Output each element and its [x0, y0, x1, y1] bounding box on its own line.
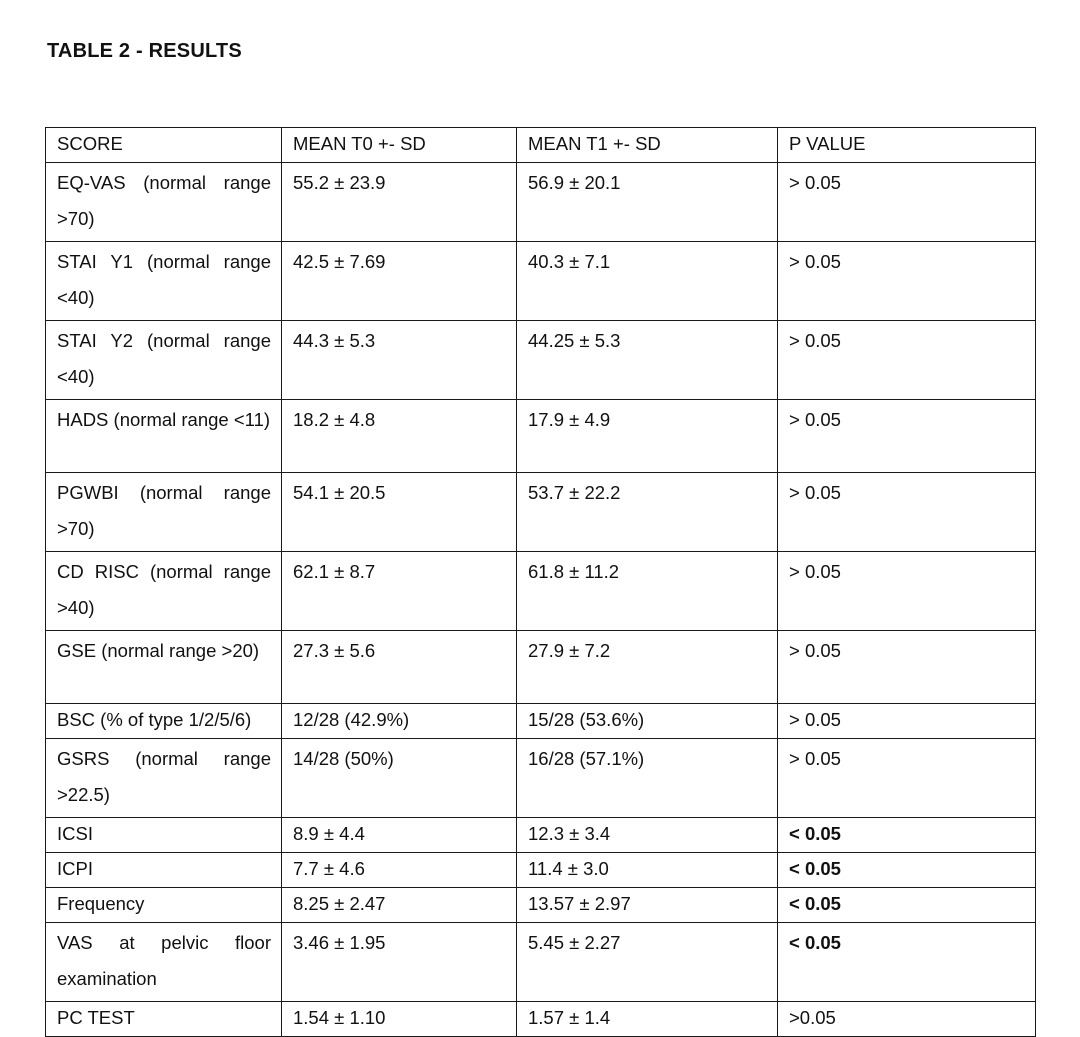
- score-cell: Frequency: [46, 888, 282, 923]
- table-row: [46, 739, 1036, 818]
- p-value-cell-significant: < 0.05: [778, 853, 1036, 888]
- table-row: [46, 704, 1036, 739]
- mean-t1-cell: 1.57 ± 1.4: [517, 1002, 778, 1037]
- mean-t0-cell: 12/28 (42.9%): [282, 704, 517, 739]
- table-header-row: [46, 128, 1036, 163]
- score-cell: GSRS (normal range >22.5): [46, 739, 282, 818]
- mean-t0-cell: 8.25 ± 2.47: [282, 888, 517, 923]
- table-row: [46, 163, 1036, 242]
- table-row: [46, 631, 1036, 704]
- score-cell: PC TEST: [46, 1002, 282, 1037]
- table-row: [46, 473, 1036, 552]
- mean-t1-cell: 12.3 ± 3.4: [517, 818, 778, 853]
- mean-t1-cell: 17.9 ± 4.9: [517, 400, 778, 473]
- mean-t0-cell: 1.54 ± 1.10: [282, 1002, 517, 1037]
- column-header-mean-t0: MEAN T0 +- SD: [282, 128, 517, 163]
- p-value-cell: > 0.05: [778, 473, 1036, 552]
- mean-t0-cell: 27.3 ± 5.6: [282, 631, 517, 704]
- p-value-cell-significant: < 0.05: [778, 818, 1036, 853]
- mean-t1-cell: 11.4 ± 3.0: [517, 853, 778, 888]
- mean-t1-cell: 53.7 ± 22.2: [517, 473, 778, 552]
- table-title: TABLE 2 - RESULTS: [47, 40, 242, 62]
- mean-t1-cell: 61.8 ± 11.2: [517, 552, 778, 631]
- mean-t1-cell: 40.3 ± 7.1: [517, 242, 778, 321]
- p-value-cell: >0.05: [778, 1002, 1036, 1037]
- p-value-cell: > 0.05: [778, 400, 1036, 473]
- mean-t1-cell: 56.9 ± 20.1: [517, 163, 778, 242]
- table-row: [46, 923, 1036, 1002]
- score-cell: ICPI: [46, 853, 282, 888]
- p-value-cell: > 0.05: [778, 704, 1036, 739]
- mean-t0-cell: 14/28 (50%): [282, 739, 517, 818]
- mean-t0-cell: 8.9 ± 4.4: [282, 818, 517, 853]
- score-cell: CD RISC (normal range >40): [46, 552, 282, 631]
- table-row: [46, 321, 1036, 400]
- mean-t1-cell: 13.57 ± 2.97: [517, 888, 778, 923]
- table-row: [46, 853, 1036, 888]
- mean-t1-cell: 27.9 ± 7.2: [517, 631, 778, 704]
- p-value-cell: > 0.05: [778, 739, 1036, 818]
- table-row: [46, 552, 1036, 631]
- score-cell: STAI Y1 (normal range <40): [46, 242, 282, 321]
- p-value-cell: > 0.05: [778, 552, 1036, 631]
- score-cell: ICSI: [46, 818, 282, 853]
- table-row: [46, 818, 1036, 853]
- table-row: [46, 888, 1036, 923]
- score-cell: VAS at pelvic floor examination: [46, 923, 282, 1002]
- mean-t1-cell: 15/28 (53.6%): [517, 704, 778, 739]
- mean-t1-cell: 5.45 ± 2.27: [517, 923, 778, 1002]
- mean-t0-cell: 54.1 ± 20.5: [282, 473, 517, 552]
- p-value-cell-significant: < 0.05: [778, 888, 1036, 923]
- p-value-cell: > 0.05: [778, 321, 1036, 400]
- score-cell: STAI Y2 (normal range <40): [46, 321, 282, 400]
- p-value-cell: > 0.05: [778, 163, 1036, 242]
- score-cell: BSC (% of type 1/2/5/6): [46, 704, 282, 739]
- mean-t0-cell: 55.2 ± 23.9: [282, 163, 517, 242]
- column-header-mean-t1: MEAN T1 +- SD: [517, 128, 778, 163]
- score-cell: GSE (normal range >20): [46, 631, 282, 704]
- table-row: [46, 1002, 1036, 1037]
- results-table: [45, 127, 1036, 1037]
- column-header-score: SCORE: [46, 128, 282, 163]
- mean-t0-cell: 18.2 ± 4.8: [282, 400, 517, 473]
- mean-t0-cell: 3.46 ± 1.95: [282, 923, 517, 1002]
- score-cell: HADS (normal range <11): [46, 400, 282, 473]
- mean-t1-cell: 44.25 ± 5.3: [517, 321, 778, 400]
- mean-t0-cell: 62.1 ± 8.7: [282, 552, 517, 631]
- p-value-cell: > 0.05: [778, 242, 1036, 321]
- mean-t0-cell: 42.5 ± 7.69: [282, 242, 517, 321]
- p-value-cell: > 0.05: [778, 631, 1036, 704]
- table-row: [46, 242, 1036, 321]
- table-row: [46, 400, 1036, 473]
- p-value-cell-significant: < 0.05: [778, 923, 1036, 1002]
- score-cell: PGWBI (normal range >70): [46, 473, 282, 552]
- mean-t0-cell: 44.3 ± 5.3: [282, 321, 517, 400]
- mean-t1-cell: 16/28 (57.1%): [517, 739, 778, 818]
- column-header-p-value: P VALUE: [778, 128, 1036, 163]
- score-cell: EQ-VAS (normal range >70): [46, 163, 282, 242]
- mean-t0-cell: 7.7 ± 4.6: [282, 853, 517, 888]
